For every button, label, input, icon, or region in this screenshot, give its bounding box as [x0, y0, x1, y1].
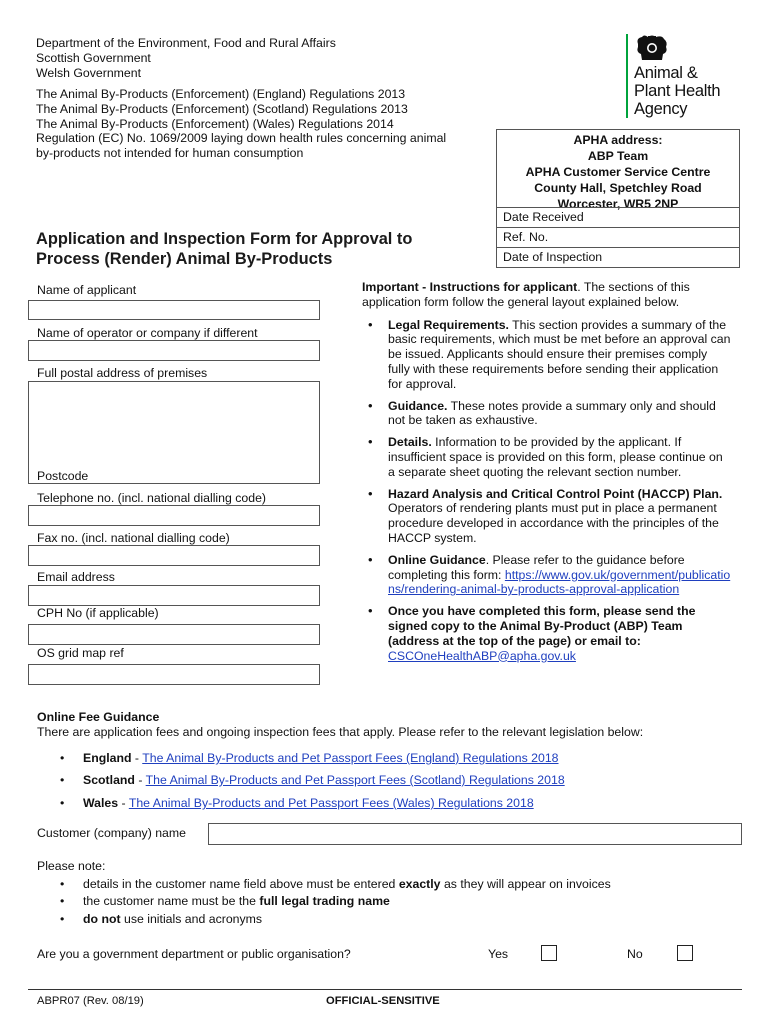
- yes-checkbox[interactable]: [541, 945, 557, 961]
- note-bold: do not: [83, 912, 121, 926]
- header-line: Department of the Environment, Food and Rural Affairs: [36, 36, 336, 50]
- instruction-bold: Details.: [388, 435, 432, 450]
- fee-regulation-link[interactable]: The Animal By-Products and Pet Passport Fees (Wales) Regulations 2018: [128, 796, 534, 810]
- note-text: as they will appear on invoices: [440, 877, 611, 891]
- ref-no-label: Ref. No.: [503, 230, 549, 244]
- instruction-text: This section provides a summary of the basic requirements, which must be met before an approval can be issued. Applicants should ensure their premises comply fully with these requirements before sending their application for approval.: [388, 317, 731, 391]
- bullet: •: [60, 877, 65, 891]
- date-of-inspection-field[interactable]: [496, 247, 740, 268]
- fax-label: Fax no. (incl. national dialling code): [37, 531, 230, 545]
- applicant-name-label: Name of applicant: [37, 283, 137, 297]
- logo-line: Agency: [634, 100, 688, 118]
- fee-regulation-link[interactable]: The Animal By-Products and Pet Passport Fees (Scotland) Regulations 2018: [145, 773, 565, 787]
- regulation-line: The Animal By-Products (Enforcement) (Scotland) Regulations 2013: [36, 101, 408, 116]
- instruction-bold: Guidance.: [388, 398, 448, 413]
- telephone-input[interactable]: [28, 505, 320, 526]
- cph-label: CPH No (if applicable): [37, 606, 159, 620]
- bullet: •: [60, 912, 65, 926]
- logo-line: Plant Health: [634, 82, 721, 100]
- bullet: •: [60, 751, 65, 765]
- email-input[interactable]: [28, 585, 320, 606]
- fee-separator: -: [131, 751, 143, 765]
- fee-country: Wales: [83, 796, 119, 810]
- regulation-line: by-products not intended for human consumption: [36, 146, 304, 161]
- note-bold: exactly: [398, 877, 441, 891]
- footer-divider: [28, 989, 742, 990]
- instructions-intro: [362, 280, 732, 310]
- bullet: •: [60, 796, 65, 810]
- operator-label: Name of operator or company if different: [37, 326, 258, 340]
- header-line: Welsh Government: [36, 65, 142, 80]
- address-line: ABP Team: [587, 149, 649, 163]
- instruction-bold: Online Guidance: [388, 552, 486, 567]
- instruction-bold: Once you have completed this form, please send the signed copy to the Animal By-Product (ABP) Team (address at the top of the page) or email to:: [388, 604, 696, 648]
- date-received-field[interactable]: [496, 207, 740, 228]
- regulation-line: The Animal By-Products (Enforcement) (England) Regulations 2013: [36, 87, 406, 101]
- fee-separator: -: [118, 796, 129, 810]
- address-line: Worcester, WR5 2NP: [557, 197, 679, 211]
- instruction-text: . Please refer to the guidance before completing this form:: [388, 552, 685, 582]
- issuing-bodies: [36, 36, 336, 80]
- regulation-line: Regulation (EC) No. 1069/2009 laying down health rules concerning animal: [36, 131, 447, 146]
- os-grid-label: OS grid map ref: [37, 646, 124, 660]
- online-guidance-link[interactable]: https://www.gov.uk/government/publications/rendering-animal-by-products-approval-application: [388, 567, 731, 597]
- instruction-item-send: [362, 604, 732, 663]
- no-label: No: [627, 947, 643, 961]
- fee-guidance-intro: There are application fees and ongoing inspection fees that apply. Please refer to the relevant legislation below:: [37, 725, 644, 739]
- apha-address-box: [496, 129, 740, 211]
- form-code: ABPR07 (Rev. 08/19): [37, 995, 144, 1007]
- customer-name-input[interactable]: [208, 823, 742, 845]
- postcode-label: Postcode: [37, 469, 89, 483]
- instruction-item: [362, 318, 732, 392]
- note-text: the customer name must be the: [83, 894, 260, 908]
- form-title: [36, 229, 412, 269]
- government-question: Are you a government department or public organisation?: [37, 947, 351, 961]
- customer-name-label: Customer (company) name: [37, 826, 186, 840]
- instruction-bold: Legal Requirements.: [388, 317, 509, 332]
- os-grid-input[interactable]: [28, 664, 320, 685]
- fax-input[interactable]: [28, 545, 320, 566]
- instruction-item-online: [362, 553, 732, 597]
- classification-label: OFFICIAL-SENSITIVE: [326, 995, 440, 1007]
- address-label: Full postal address of premises: [37, 366, 208, 380]
- instruction-text: Operators of rendering plants must put in place a permanent procedure developed in accordance with the principles of the HACCP system.: [388, 501, 719, 545]
- header-line: Scottish Government: [36, 50, 151, 65]
- bullet: •: [60, 894, 65, 908]
- please-note-heading: Please note:: [37, 859, 106, 873]
- instructions-intro-text: . The sections of this application form follow the general layout explained below.: [362, 280, 690, 309]
- address-line: APHA address:: [573, 133, 663, 147]
- ref-no-field[interactable]: [496, 227, 740, 248]
- date-received-label: Date Received: [503, 210, 584, 224]
- date-of-inspection-label: Date of Inspection: [503, 250, 603, 264]
- telephone-label: Telephone no. (incl. national dialling code): [37, 491, 267, 505]
- fee-guidance-heading: Online Fee Guidance: [37, 710, 160, 724]
- note-text: details in the customer name field above must be entered: [83, 877, 399, 891]
- logo-line: Animal &: [634, 64, 698, 82]
- instruction-text: These notes provide a summary only and should not be taken as exhaustive.: [388, 398, 716, 428]
- royal-crest-icon: [634, 34, 670, 62]
- abp-email-link[interactable]: CSCOneHealthABP@apha.gov.uk: [388, 648, 576, 663]
- cph-input[interactable]: [28, 624, 320, 645]
- instruction-item: [362, 487, 732, 546]
- instruction-bold: Hazard Analysis and Critical Control Point (HACCP) Plan.: [388, 486, 723, 501]
- instructions-panel: [362, 280, 732, 663]
- note-bold: full legal trading name: [259, 894, 390, 908]
- fee-country: England: [83, 751, 132, 765]
- bullet: •: [60, 773, 65, 787]
- operator-input[interactable]: [28, 340, 320, 361]
- logo-wordmark: [634, 64, 720, 118]
- title-line: Application and Inspection Form for Approval to: [36, 230, 413, 248]
- yes-label: Yes: [488, 947, 509, 961]
- fee-country: Scotland: [83, 773, 135, 787]
- applicant-name-input[interactable]: [28, 300, 320, 320]
- fee-separator: -: [134, 773, 146, 787]
- title-line: Process (Render) Animal By-Products: [36, 250, 333, 268]
- address-line: APHA Customer Service Centre: [525, 165, 711, 179]
- logo-accent-bar: [626, 34, 628, 118]
- regulations-list: [36, 87, 446, 161]
- regulation-line: The Animal By-Products (Enforcement) (Wales) Regulations 2014: [36, 116, 394, 131]
- instruction-text: Information to be provided by the applicant. If insufficient space is provided on this form, please continue on a separate sheet quoting the relevant section number.: [388, 435, 723, 479]
- instructions-intro-bold: Important - Instructions for applicant: [362, 280, 578, 294]
- email-label: Email address: [37, 570, 115, 584]
- address-line: County Hall, Spetchley Road: [534, 181, 702, 195]
- instruction-item: [362, 435, 732, 479]
- fee-regulation-link[interactable]: The Animal By-Products and Pet Passport Fees (England) Regulations 2018: [142, 751, 559, 765]
- no-checkbox[interactable]: [677, 945, 693, 961]
- instruction-item: [362, 399, 732, 429]
- note-text: use initials and acronyms: [120, 912, 263, 926]
